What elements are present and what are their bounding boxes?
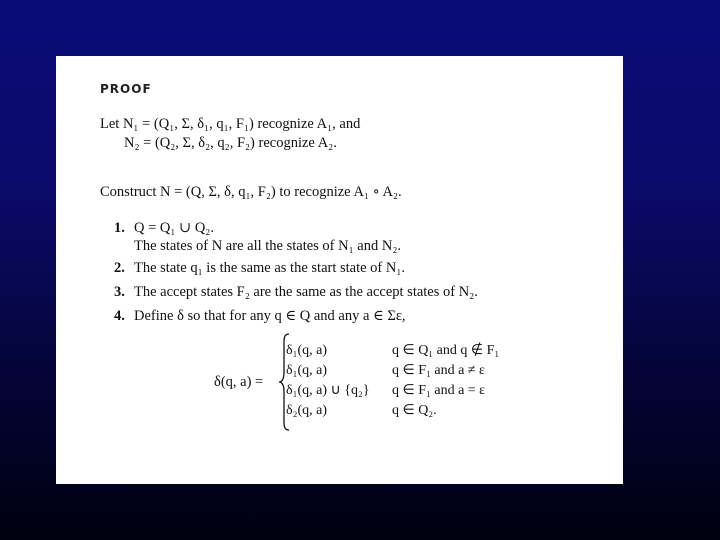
delta-case-row [286, 342, 499, 359]
construct-line: Construct N = (Q, Σ, δ, q₁, F₂) to recognize A₁ ∘ A₂. [100, 184, 402, 200]
let-line-1: Let N₁ = (Q₁, Σ, δ₁, q₁, F₁) recognize A₁, and [100, 116, 361, 132]
step-number: 2. [114, 260, 125, 276]
step-text: The accept states F₂ are the same as the accept states of N₂. [134, 284, 478, 300]
case-function: δ₁(q, a) [286, 363, 328, 378]
step-4 [114, 308, 406, 325]
step-1-detail: The states of N are all the states of N₁ and N₂. [134, 238, 401, 254]
case-function: δ₂(q, a) [286, 403, 328, 418]
case-condition: q ∈ F₁ and a ≠ ε [392, 363, 485, 378]
step-text: Q = Q₁ ∪ Q₂. [134, 220, 214, 236]
case-condition: q ∈ F₁ and a = ε [392, 383, 486, 398]
step-3 [114, 284, 478, 301]
case-condition: q ∈ Q₂. [392, 403, 437, 418]
step-1 [114, 220, 214, 237]
step-number: 1. [114, 220, 125, 236]
case-condition: q ∈ Q₁ and q ∉ F₁ [392, 343, 500, 358]
step-number: 3. [114, 284, 125, 300]
case-function: δ₁(q, a) [286, 343, 328, 358]
delta-case-row [286, 382, 485, 399]
proof-panel [56, 56, 623, 484]
step-text: The state q₁ is the same as the start state of N₁. [134, 260, 406, 276]
step-2 [114, 260, 405, 277]
let-line-2: N₂ = (Q₂, Σ, δ₂, q₂, F₂) recognize A₂. [124, 135, 337, 151]
proof-heading: PROOF [100, 82, 152, 96]
step-number: 4. [114, 308, 125, 324]
delta-case-row [286, 362, 485, 379]
case-function: δ₁(q, a) ∪ {q₂} [286, 383, 370, 398]
delta-case-row [286, 402, 437, 419]
step-text: Define δ so that for any q ∈ Q and any a ∈ Σε, [134, 308, 406, 324]
delta-definition-lhs: δ(q, a) = [214, 374, 264, 390]
